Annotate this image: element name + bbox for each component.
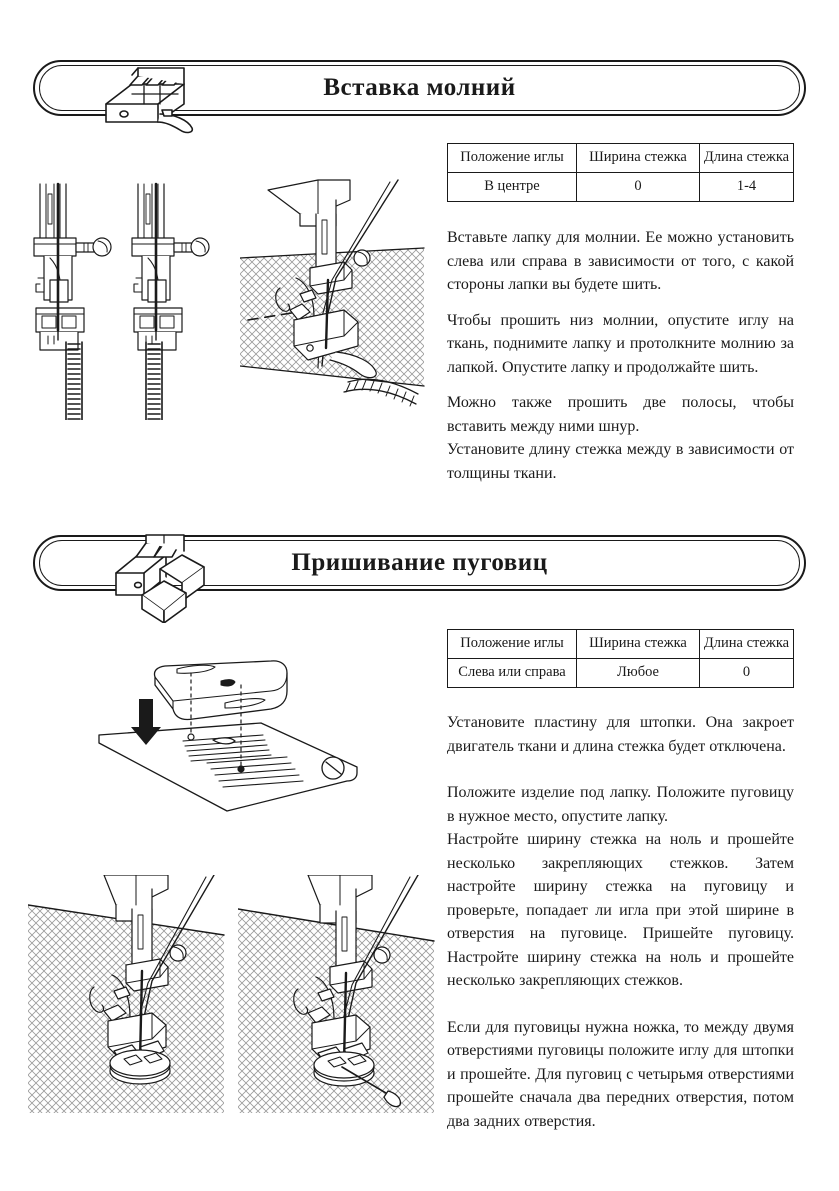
paragraph: Настройте ширину стежка на ноль и прошейте несколько закрепляющих стежков. Затем настройте ширину стежка на пуговицу и проверьте, попадает ли игла при этой ширине в отверстия на пуговице. Пришейте пуговицу. Настройте ширину стежка на ноль и прошейте несколько закрепляющих стежков. <box>447 831 794 989</box>
paragraph: Чтобы прошить низ молнии, опустите иглу на ткань, поднимите лапку и протолкните молнию за лапкой. Опустите лапку и продолжайте шить. <box>447 311 794 376</box>
zipper-foot-icon <box>88 58 210 136</box>
table-header-needle-position: Положение иглы <box>448 144 577 173</box>
darning-plate-installation-diagram <box>95 645 395 840</box>
spec-table-buttons <box>447 629 794 688</box>
sewing-button-with-darning-needle-diagram <box>238 875 438 1120</box>
table-row <box>448 173 794 202</box>
paragraph: Установите длину стежка между в зависимости от толщины ткани. <box>447 441 794 482</box>
paragraph: Положите изделие под лапку. Положите пуговицу в нужное место, опустите лапку. <box>447 784 794 825</box>
zipper-foot-left-position-diagram <box>30 170 230 420</box>
cell-stitch-width: 0 <box>577 173 700 202</box>
table-header-row <box>448 144 794 173</box>
spec-table-zipper <box>447 143 794 202</box>
cell-needle-position: В центре <box>448 173 577 202</box>
cell-stitch-width: Любое <box>577 659 700 688</box>
paragraph: Вставьте лапку для молнии. Ее можно установить слева или справа в зависимости от того, с какой стороны лапки вы будете шить. <box>447 229 794 293</box>
table-header-needle-position: Положение иглы <box>448 630 577 659</box>
table-header-row <box>448 630 794 659</box>
section-title-buttons: Пришивание пуговиц <box>291 549 548 576</box>
table-header-stitch-width: Ширина стежка <box>577 630 700 659</box>
table-row <box>448 659 794 688</box>
section-body-zipper <box>447 226 794 485</box>
table-header-stitch-length: Длина стежка <box>700 630 794 659</box>
cell-stitch-length: 1-4 <box>700 173 794 202</box>
paragraph: Установите пластину для штопки. Она закроет двигатель ткани и длина стежка будет отключена. <box>447 714 794 755</box>
section-title-zipper: Вставка молний <box>323 74 516 101</box>
cell-stitch-length: 0 <box>700 659 794 688</box>
cell-needle-position: Слева или справа <box>448 659 577 688</box>
paragraph: Можно также прошить две полосы, чтобы вставить между ними шнур. <box>447 394 794 435</box>
button-sewing-foot-icon <box>108 533 220 623</box>
paragraph: Если для пуговицы нужна ножка, то между двумя отверстиями пуговицы положите иглу для штопки и прошейте. Для пуговиц с четырьмя отверстиями прошейте сначала два передних отверстия, потом два задних отверстия. <box>447 1018 794 1130</box>
table-header-stitch-length: Длина стежка <box>700 144 794 173</box>
table-header-stitch-width: Ширина стежка <box>577 144 700 173</box>
section-body-buttons <box>447 711 794 1133</box>
sewing-button-diagram <box>28 875 228 1120</box>
zipper-sewing-on-fabric-diagram <box>240 170 430 430</box>
